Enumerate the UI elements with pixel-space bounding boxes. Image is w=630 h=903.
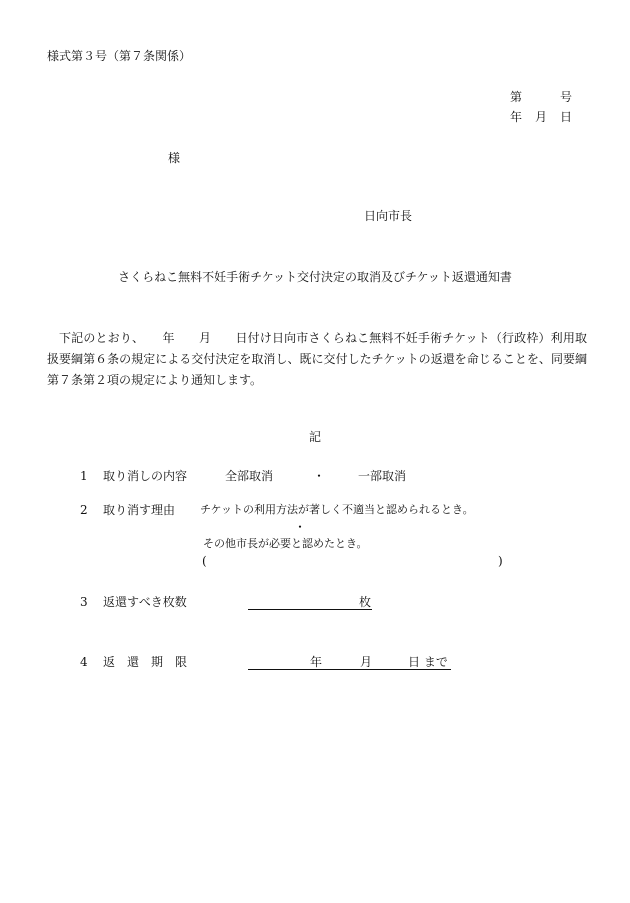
form-number: 様式第３号（第７条関係） xyxy=(47,49,192,63)
item4-day-until: 日 まで xyxy=(408,655,448,669)
item1-number: 1 xyxy=(80,469,88,483)
ki-heading: 記 xyxy=(308,430,321,444)
addressee-honorific: 様 xyxy=(168,151,181,165)
date-day: 日 xyxy=(560,110,573,124)
item4-number: 4 xyxy=(80,655,88,669)
document-title: さくらねこ無料不妊手術チケット交付決定の取消及びチケット返還通知書 xyxy=(118,270,512,284)
item1-separator: ・ xyxy=(313,469,326,483)
date-year: 年 xyxy=(510,110,523,124)
item2-paren-close: ) xyxy=(498,554,503,568)
item2-reason-misuse: チケットの利用方法が著しく不適当と認められるとき。 xyxy=(200,503,474,516)
date-month: 月 xyxy=(535,110,548,124)
body-paragraph: 下記のとおり、 年 月 日付け日向市さくらねこ無料不妊手術チケット（行政枠）利用取扱要綱第６条の規定による交付決定を取消し、既に交付したチケットの返還を命じることを、同要綱第７条第２項の規定により通知します。 xyxy=(47,331,587,387)
doc-number-suffix: 号 xyxy=(560,90,573,104)
item3-label: 返還すべき枚数 xyxy=(103,595,187,609)
doc-number-prefix: 第 xyxy=(510,90,523,104)
item3-number: 3 xyxy=(80,595,88,609)
item2-paren-open: ( xyxy=(202,554,207,568)
issuer-name: 日向市長 xyxy=(364,209,413,223)
item4-label: 返 還 期 限 xyxy=(103,655,188,669)
item2-number: 2 xyxy=(80,503,88,517)
item1-option-all: 全部取消 xyxy=(225,469,274,483)
item3-unit: 枚 xyxy=(359,595,372,609)
item2-reason-other: その他市長が必要と認めたとき。 xyxy=(203,537,368,550)
item4-year: 年 xyxy=(310,655,323,669)
item2-separator: ・ xyxy=(294,520,307,534)
item3-count-field xyxy=(248,595,372,610)
item4-month: 月 xyxy=(360,655,373,669)
item2-label: 取り消す理由 xyxy=(103,503,176,517)
item1-option-partial: 一部取消 xyxy=(358,469,407,483)
item1-label: 取り消しの内容 xyxy=(103,469,188,483)
